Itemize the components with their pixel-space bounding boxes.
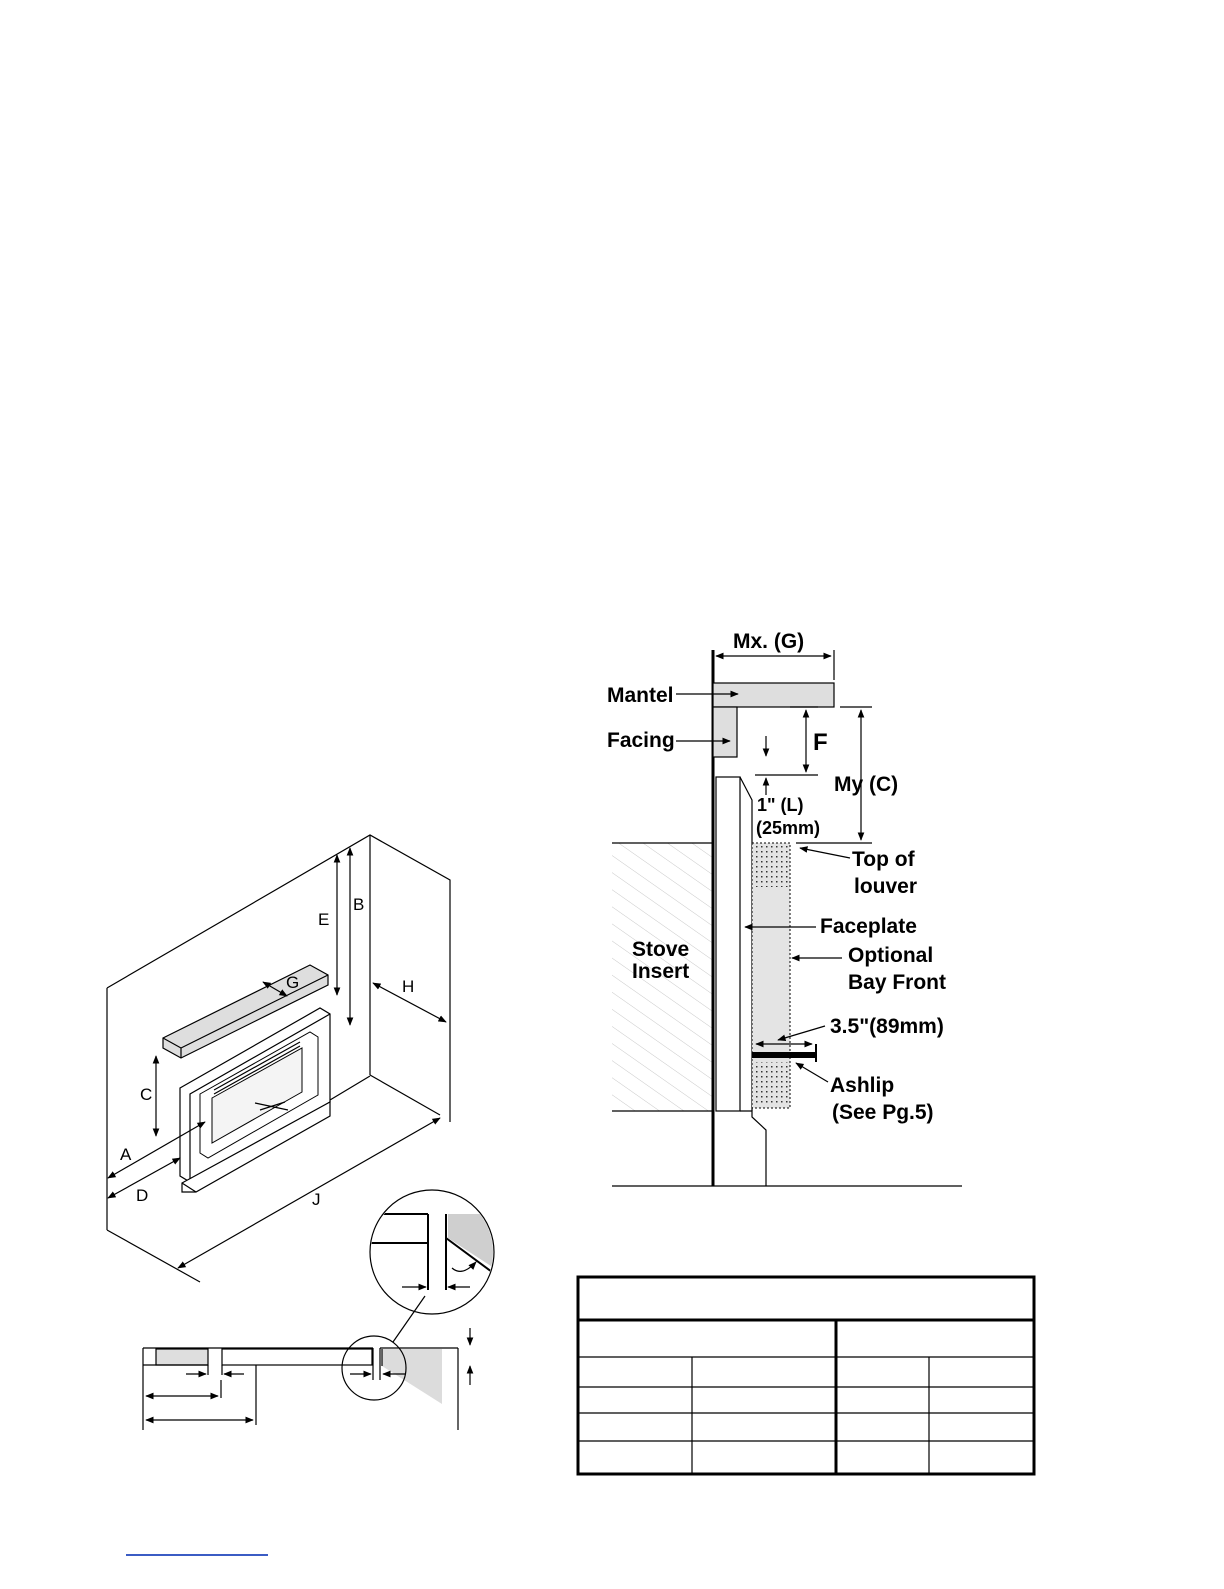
- label-facing: Facing: [607, 729, 675, 752]
- label-25mm: (25mm): [756, 818, 821, 838]
- plan-detail-diagram: [143, 1190, 500, 1430]
- footer-link-underline[interactable]: [126, 1554, 268, 1556]
- clearance-table: [578, 1277, 1034, 1474]
- label-d: D: [136, 1186, 149, 1205]
- label-ashlip: Ashlip: [830, 1074, 895, 1097]
- label-c: C: [140, 1085, 153, 1104]
- label-g: G: [286, 973, 300, 992]
- label-my-c: My (C): [834, 773, 899, 796]
- label-mantel: Mantel: [607, 684, 674, 707]
- label-optional: Optional: [848, 944, 934, 967]
- label-stove: Stove: [632, 938, 690, 961]
- ashlip-shape: [752, 1052, 816, 1058]
- label-j: J: [312, 1190, 321, 1209]
- label-one-inch-l: 1" (L): [757, 795, 804, 815]
- label-faceplate: Faceplate: [820, 915, 917, 938]
- label-h: H: [402, 977, 415, 996]
- label-bay-front: Bay Front: [848, 971, 947, 994]
- label-louver: louver: [854, 875, 918, 898]
- label-b: B: [353, 895, 365, 914]
- label-3-5-inch: 3.5"(89mm): [830, 1015, 944, 1038]
- label-see-pg5: (See Pg.5): [832, 1101, 934, 1124]
- label-insert: Insert: [632, 960, 690, 983]
- faceplate-shape: [716, 777, 740, 1111]
- label-mx-g: Mx. (G): [733, 630, 805, 653]
- mantel-shape: [713, 683, 834, 707]
- label-e: E: [318, 910, 330, 929]
- side-clearance-diagram: [607, 630, 962, 1186]
- label-f: F: [813, 729, 828, 756]
- label-a: A: [120, 1145, 132, 1164]
- label-top-of: Top of: [852, 848, 915, 871]
- facing-shape: [713, 707, 737, 757]
